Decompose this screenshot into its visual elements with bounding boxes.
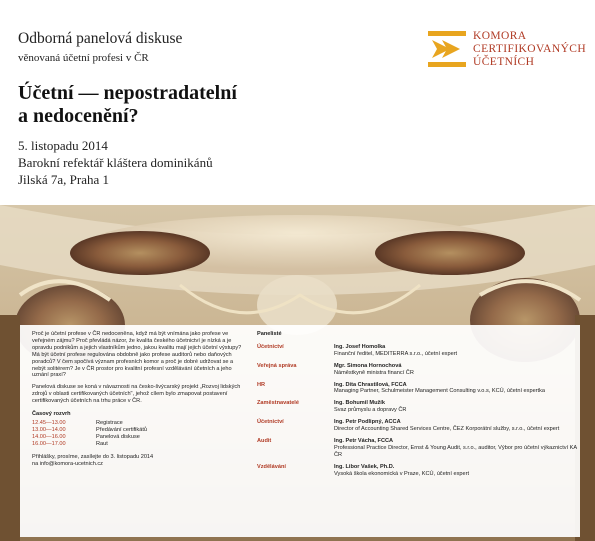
panelist-name: Ing. Petr Vácha, FCCA [334,437,394,444]
panelist-role: Managing Partner, Schulmeister Management Consulting v.o.s, KCÚ, účetní expertka [334,388,546,395]
panelist-field: Audit [257,437,272,444]
schedule-row [32,441,244,448]
event-venue: Barokní refektář kláštera dominikánů [18,155,213,170]
panelist-row [257,400,577,414]
schedule-row [32,420,244,427]
panelist-name: Mgr. Simona Hornochová [334,362,402,369]
panelist-name: Ing. Libor Vašek, Ph.D. [334,463,395,470]
registration-email[interactable]: na info@komora-ucetnich.cz [32,460,103,467]
panelist-role: Svaz průmyslu a dopravy ČR [334,407,407,414]
schedule-time: 12.45—13.00 [32,419,66,426]
panelist-info [334,438,577,459]
info-panel [20,325,580,537]
event-date: 5. listopadu 2014 [18,138,108,153]
schedule-label: Předávání certifikátů [96,426,147,433]
panelist-role: Finanční ředitel, MEDITERRA s.r.o., účetní expert [334,350,458,357]
intro-column [32,331,244,467]
panelist-info [334,464,577,478]
panelists-heading: Panelisté [257,331,282,337]
panelist-row [257,419,577,433]
panelists-column [257,331,577,483]
schedule-label: Panelová diskuse [96,433,140,440]
registration-note-line-1: Přihlášky, prosíme, zasílejte do 3. listopadu 2014 [32,453,154,460]
panelist-role: Director of Accounting Shared Services Centre, ČEZ Korporátní služby, s.r.o., účetní expert [334,426,560,433]
panelist-field: Vzdělávání [257,463,286,470]
logo-line-1: KOMORA [473,30,527,42]
panelist-row [257,464,577,478]
panelist-row [257,438,577,459]
schedule-row [32,427,244,434]
schedule-title: Časový rozvrh [32,411,71,418]
komora-logo-text [473,30,586,69]
schedule-label: Registrace [96,419,123,426]
panelist-name: Ing. Bohumil Mužík [334,400,385,407]
panelist-info [334,382,577,396]
schedule-label: Raut [96,440,108,447]
panelist-role: Professional Practice Director, Ernst & Young Audit, s.r.o., auditor, Výbor pro účetní výkaznictví KA ČR [334,444,577,458]
panelist-field: Účetnictví [257,419,284,426]
panelist-info [334,363,577,377]
panelist-role: Náměstkyně ministra financí ČR [334,369,414,376]
schedule-time: 16.00—17.00 [32,440,66,447]
panelist-name: Ing. Josef Homolka [334,343,386,350]
panelist-field: Zaměstnavatelé [257,400,299,407]
logo-line-2: CERTIFIKOVANÝCH [473,43,587,55]
event-title-line-2: a nedocenění? [18,105,139,127]
panelist-role: Vysoká škola ekonomická v Praze, KCÚ, účetní expert [334,470,470,477]
panelist-row [257,344,577,358]
logo-line-3: ÚČETNÍCH [473,56,535,68]
panelist-info [334,400,577,414]
event-title-line-1: Účetní — nepostradatelní [18,82,237,104]
schedule-time: 13.00—14.00 [32,426,66,433]
event-subline: věnovaná účetní profesi v ČR [18,52,149,64]
event-address: Jilská 7a, Praha 1 [18,172,109,187]
panelist-info [334,419,577,433]
event-title [18,82,237,128]
schedule-time: 14.00—16.00 [32,433,66,440]
panelist-info [334,344,577,358]
schedule-row [32,434,244,441]
komora-logo-icon [428,31,466,67]
intro-paragraph-2: Panelová diskuse se koná v návaznosti na česko-švýcarský projekt „Rozvoj lidských zdrojů v oblasti certifikovaných účetních", jehož cílem bylo zmapovat postavení certifikovaných účetních na trhu práce v ČR. [32,384,241,405]
panelist-field: Účetnictví [257,343,284,350]
event-subtitle: Odborná panelová diskuse [18,30,183,47]
panelist-name: Ing. Dita Chrastilová, FCCA [334,381,407,388]
panelist-field: Veřejná správa [257,362,297,369]
panelist-row [257,363,577,377]
panelist-row [257,382,577,396]
panelist-field: HR [257,381,266,388]
intro-paragraph-1: Proč je účetní profese v ČR nedoceněna, když má být vnímána jako profese ve veřejném zájmu? Proč převládá názor, že kvalita českého účetnictví je nízká a je opravdu podnikům a jejich vlastníkům jedno, jakou kvalitu mají jejich účetní výstupy? Má být účetní profese regulována obdobně jako profese auditorů nebo daňových poradců? V čem spočívá význam profesních komor a proč je dobré udržovat se a nebýt solitérem? Je v ČR prostor pro kvalitní profesní vzdělávání účetních a jeho uznání praxí? [32,331,242,379]
registration-note [32,454,244,468]
panelist-name: Ing. Petr Podlipný, ACCA [334,419,401,426]
header [0,0,595,205]
